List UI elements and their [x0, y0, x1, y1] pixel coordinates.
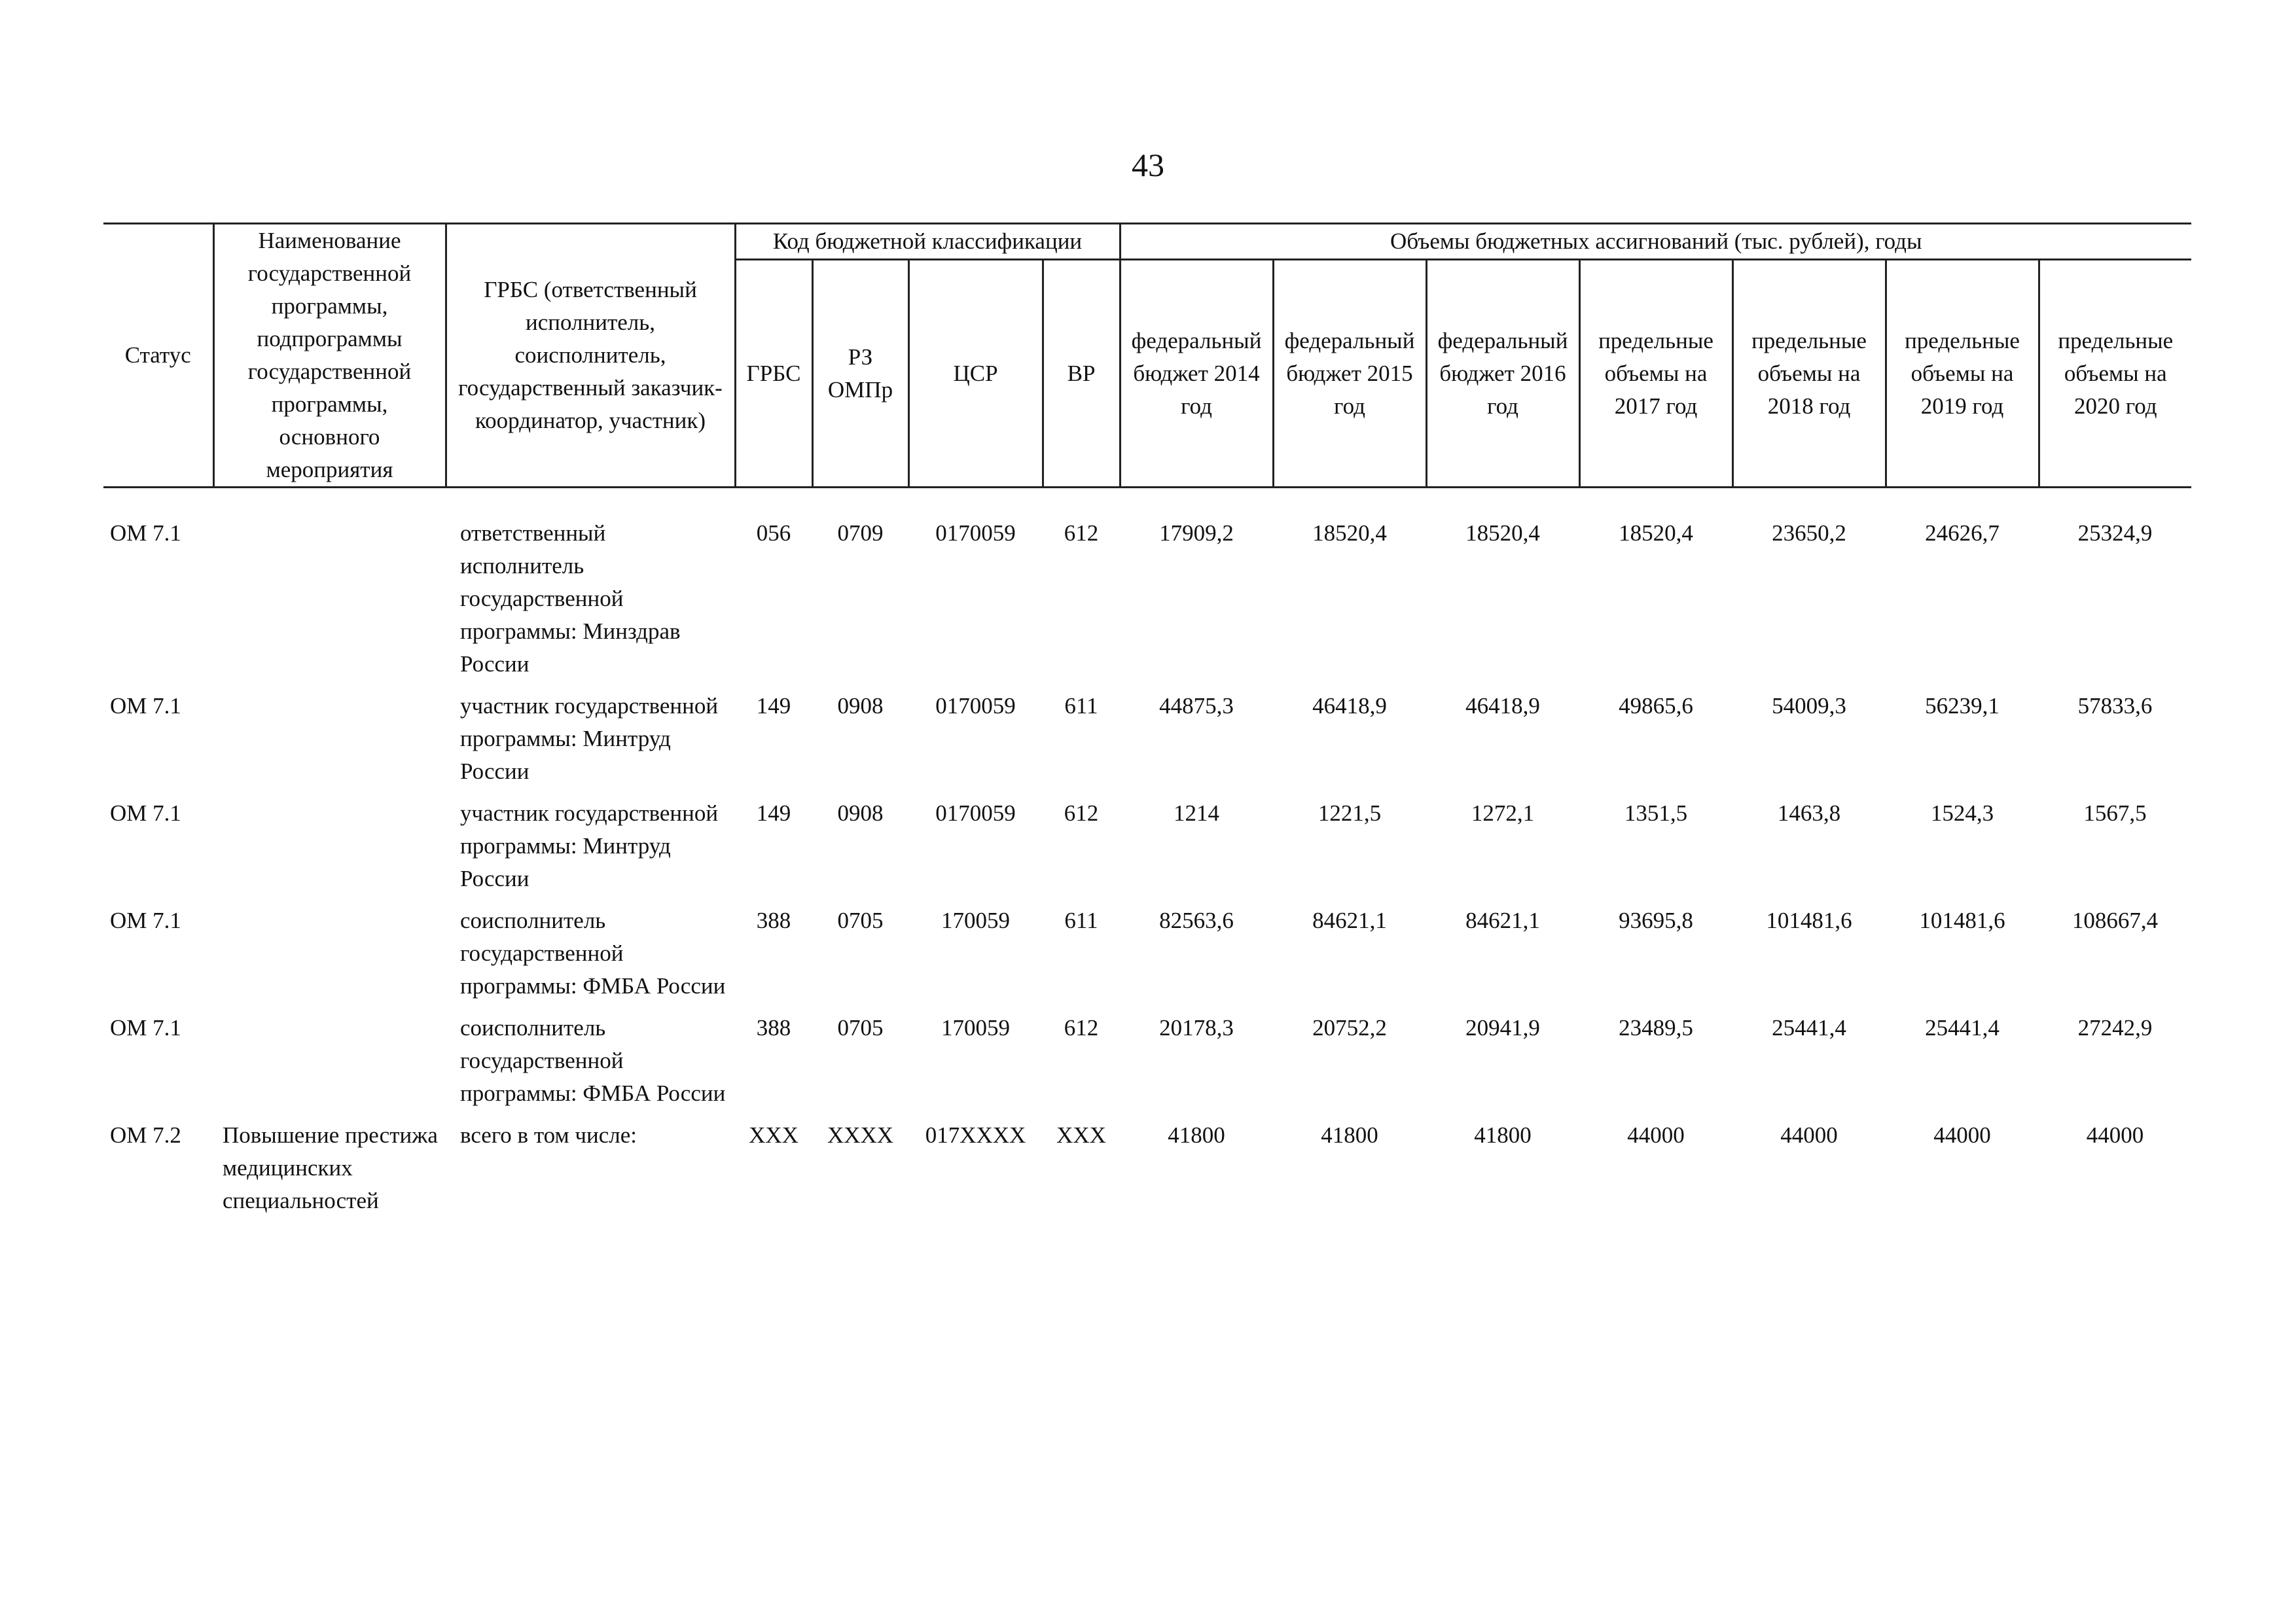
table-row [103, 517, 2191, 690]
header-grbs-role: ГРБС (ответственный исполнитель, соисполнитель, государственный заказчик-координатор, участник) [446, 224, 735, 488]
header-year-2016: федеральный бюджет 2016 год [1426, 260, 1579, 488]
row-value-2019: 25441,4 [1925, 1015, 2000, 1041]
row-grbs: 149 [756, 800, 791, 826]
row-status: ОМ 7.1 [110, 908, 181, 933]
row-grbs: 388 [756, 908, 791, 933]
row-grbs: 149 [756, 693, 791, 719]
row-value-2015: 20752,2 [1312, 1015, 1387, 1041]
row-value-2020: 57833,6 [2077, 693, 2153, 719]
header-status: Статус [103, 224, 213, 488]
row-csr: 0170059 [935, 693, 1016, 719]
header-code-vr: ВР [1043, 260, 1120, 488]
header-year-2020: предельные объемы на 2020 год [2039, 260, 2191, 488]
table-row [103, 1119, 2191, 1226]
row-csr: 017XXXX [925, 1122, 1026, 1148]
row-value-2017: 18520,4 [1619, 520, 1693, 546]
row-value-2016: 41800 [1474, 1122, 1532, 1148]
row-csr: 0170059 [935, 520, 1016, 546]
row-vr: XXX [1056, 1122, 1106, 1148]
table-row [103, 797, 2191, 904]
row-rz: 0705 [837, 908, 884, 933]
header-code-csr: ЦСР [908, 260, 1043, 488]
page-number: 43 [1132, 147, 1164, 183]
row-vr: 611 [1064, 908, 1098, 933]
row-value-2017: 23489,5 [1619, 1015, 1693, 1041]
row-value-2016: 1272,1 [1471, 800, 1535, 826]
header-year-2019: предельные объемы на 2019 год [1886, 260, 2039, 488]
row-value-2017: 93695,8 [1619, 908, 1693, 933]
row-value-2018: 23650,2 [1772, 520, 1846, 546]
row-grbs-text: соисполнитель государственной программы: ФМБА России [460, 1015, 726, 1106]
header-volume-group: Объемы бюджетных ассигнований (тыс. рублей), годы [1120, 224, 2191, 260]
header-year-2017: предельные объемы на 2017 год [1579, 260, 1732, 488]
row-vr: 612 [1064, 1015, 1099, 1041]
row-value-2020: 25324,9 [2077, 520, 2153, 546]
row-value-2016: 46418,9 [1465, 693, 1540, 719]
row-value-2018: 54009,3 [1772, 693, 1846, 719]
row-status: ОМ 7.1 [110, 800, 181, 826]
row-value-2014: 41800 [1168, 1122, 1225, 1148]
row-name [213, 1012, 446, 1119]
row-value-2020: 1567,5 [2083, 800, 2147, 826]
row-rz: 0705 [837, 1015, 884, 1041]
row-rz: 0908 [837, 800, 884, 826]
row-rz: XXXX [827, 1122, 894, 1148]
row-rz: 0709 [837, 520, 884, 546]
row-value-2017: 1351,5 [1624, 800, 1688, 826]
row-value-2015: 84621,1 [1312, 908, 1387, 933]
row-value-2019: 56239,1 [1925, 693, 2000, 719]
row-value-2019: 101481,6 [1919, 908, 2005, 933]
row-grbs-text: участник государственной программы: Минтруд России [460, 800, 719, 891]
row-csr: 170059 [941, 1015, 1010, 1041]
row-value-2017: 49865,6 [1619, 693, 1693, 719]
row-value-2018: 1463,8 [1777, 800, 1841, 826]
row-vr: 612 [1064, 520, 1099, 546]
row-value-2014: 17909,2 [1159, 520, 1234, 546]
row-value-2014: 82563,6 [1159, 908, 1234, 933]
table-row [103, 1012, 2191, 1119]
header-code-grbs: ГРБС [735, 260, 812, 488]
row-vr: 611 [1064, 693, 1098, 719]
row-value-2014: 20178,3 [1159, 1015, 1234, 1041]
row-value-2019: 1524,3 [1930, 800, 1994, 826]
row-grbs: 388 [756, 1015, 791, 1041]
row-grbs-text: участник государственной программы: Минтруд России [460, 693, 719, 784]
row-grbs: 056 [756, 520, 791, 546]
row-value-2018: 101481,6 [1766, 908, 1852, 933]
row-value-2017: 44000 [1627, 1122, 1685, 1148]
row-value-2015: 46418,9 [1312, 693, 1387, 719]
header-code-group: Код бюджетной классификации [735, 224, 1120, 260]
row-grbs-text: всего в том числе: [460, 1122, 637, 1148]
table-row [103, 690, 2191, 797]
row-value-2016: 18520,4 [1465, 520, 1540, 546]
row-value-2019: 44000 [1933, 1122, 1991, 1148]
row-csr: 0170059 [935, 800, 1016, 826]
row-value-2016: 84621,1 [1465, 908, 1540, 933]
row-grbs-text: соисполнитель государственной программы: ФМБА России [460, 908, 726, 999]
row-grbs-text: ответственный исполнитель государственной программы: Минздрав России [460, 520, 681, 677]
row-value-2020: 27242,9 [2077, 1015, 2153, 1041]
row-value-2020: 108667,4 [2072, 908, 2159, 933]
row-grbs: XXX [749, 1122, 798, 1148]
header-year-2015: федеральный бюджет 2015 год [1273, 260, 1426, 488]
header-year-2014: федеральный бюджет 2014 год [1120, 260, 1273, 488]
row-status: ОМ 7.1 [110, 1015, 181, 1041]
row-value-2014: 44875,3 [1159, 693, 1234, 719]
row-name [213, 904, 446, 1012]
row-name: Повышение престижа медицинских специальностей [223, 1122, 438, 1213]
row-name [213, 797, 446, 904]
row-status: ОМ 7.1 [110, 693, 181, 719]
row-name [213, 517, 446, 690]
row-status: ОМ 7.1 [110, 520, 181, 546]
row-value-2020: 44000 [2086, 1122, 2144, 1148]
header-code-rz: РЗ ОМПр [812, 260, 908, 488]
row-csr: 170059 [941, 908, 1010, 933]
row-name [213, 690, 446, 797]
row-value-2018: 25441,4 [1772, 1015, 1846, 1041]
header-year-2018: предельные объемы на 2018 год [1732, 260, 1886, 488]
row-value-2015: 18520,4 [1312, 520, 1387, 546]
budget-table [103, 223, 2191, 1226]
table-row [103, 904, 2191, 1012]
row-status: ОМ 7.2 [110, 1122, 181, 1148]
row-value-2015: 1221,5 [1318, 800, 1382, 826]
row-rz: 0908 [837, 693, 884, 719]
row-value-2014: 1214 [1174, 800, 1219, 826]
header-name: Наименование государственной программы, подпрограммы государственной программы, основного мероприятия [213, 224, 446, 488]
table-body [103, 488, 2191, 1227]
row-value-2016: 20941,9 [1465, 1015, 1540, 1041]
row-value-2019: 24626,7 [1925, 520, 2000, 546]
row-value-2015: 41800 [1321, 1122, 1378, 1148]
row-vr: 612 [1064, 800, 1099, 826]
row-value-2018: 44000 [1780, 1122, 1838, 1148]
